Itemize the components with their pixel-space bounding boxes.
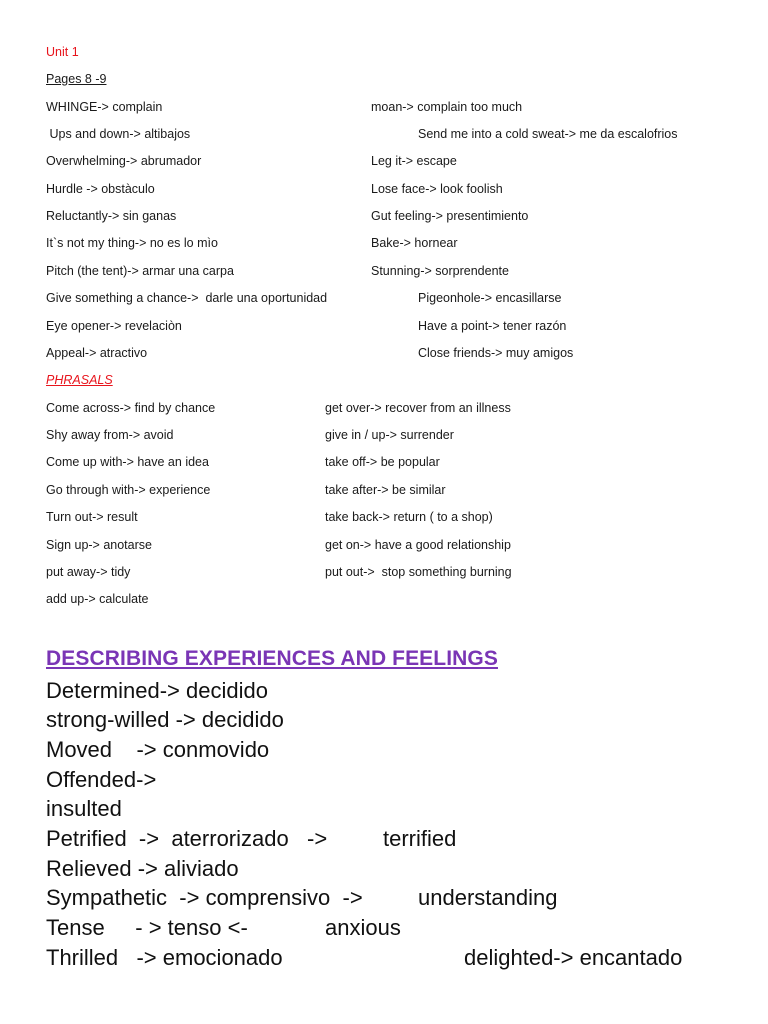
vocab-right-item: Pigeonhole-> encasillarse bbox=[418, 291, 562, 305]
phrasal-right-item: give in / up-> surrender bbox=[325, 428, 454, 442]
phrasal-right-item: put out-> stop something burning bbox=[325, 565, 512, 579]
feeling-line-synonym: anxious bbox=[325, 915, 401, 940]
vocab-left-item: Appeal-> atractivo bbox=[46, 346, 148, 360]
phrasal-left-item: Come up with-> have an idea bbox=[46, 455, 209, 469]
vocab-left-item: Hurdle -> obstàculo bbox=[46, 182, 155, 196]
feeling-line: Offended-> bbox=[46, 767, 157, 792]
feeling-line: Determined-> decidido bbox=[46, 678, 268, 703]
feeling-line: Moved -> conmovido bbox=[46, 737, 270, 762]
phrasal-left-item: Go through with-> experience bbox=[46, 483, 211, 497]
vocab-right-item: Gut feeling-> presentimiento bbox=[371, 209, 529, 223]
feeling-line: Sympathetic -> comprensivo -> bbox=[46, 885, 363, 910]
phrasal-right-item: take after-> be similar bbox=[325, 483, 446, 497]
vocab-right-item: Leg it-> escape bbox=[371, 154, 457, 168]
phrasal-right-item: take back-> return ( to a shop) bbox=[325, 510, 493, 524]
feeling-line: Petrified -> aterrorizado -> bbox=[46, 826, 328, 851]
vocab-right-item: Have a point-> tener razón bbox=[418, 319, 567, 333]
feeling-line: Tense - > tenso <- bbox=[46, 915, 248, 940]
feeling-line: Relieved -> aliviado bbox=[46, 856, 239, 881]
phrasal-left-item: put away-> tidy bbox=[46, 565, 131, 579]
feeling-line-synonym: delighted-> encantado bbox=[464, 945, 683, 970]
phrasal-right-item: take off-> be popular bbox=[325, 455, 440, 469]
vocab-left-item: WHINGE-> complain bbox=[46, 100, 163, 114]
phrasal-left-item: Sign up-> anotarse bbox=[46, 538, 152, 552]
vocab-left-item: Pitch (the tent)-> armar una carpa bbox=[46, 264, 234, 278]
phrasals-heading: PHRASALS bbox=[46, 373, 113, 387]
vocab-right-item: Bake-> hornear bbox=[371, 236, 458, 250]
vocab-right-item: Lose face-> look foolish bbox=[371, 182, 503, 196]
phrasal-right-item: get over-> recover from an illness bbox=[325, 401, 511, 415]
feeling-line: insulted bbox=[46, 796, 122, 821]
feeling-line-synonym: terrified bbox=[383, 826, 457, 851]
vocab-left-item: It`s not my thing-> no es lo mìo bbox=[46, 236, 218, 250]
phrasal-left-item: add up-> calculate bbox=[46, 592, 149, 606]
vocab-right-item: Close friends-> muy amigos bbox=[418, 346, 574, 360]
unit-title: Unit 1 bbox=[46, 45, 79, 59]
vocab-left-item: Give something a chance-> darle una oportunidad bbox=[46, 291, 328, 305]
vocab-right-item: Send me into a cold sweat-> me da escalofrios bbox=[418, 127, 678, 141]
vocab-right-item: Stunning-> sorprendente bbox=[371, 264, 509, 278]
vocab-left-item: Ups and down-> altibajos bbox=[46, 127, 191, 141]
vocab-left-item: Eye opener-> revelaciòn bbox=[46, 319, 182, 333]
vocab-left-item: Reluctantly-> sin ganas bbox=[46, 209, 177, 223]
feeling-line: Thrilled -> emocionado bbox=[46, 945, 283, 970]
feeling-line: strong-willed -> decidido bbox=[46, 707, 284, 732]
phrasal-left-item: Shy away from-> avoid bbox=[46, 428, 174, 442]
vocab-left-item: Overwhelming-> abrumador bbox=[46, 154, 202, 168]
vocab-right-item: moan-> complain too much bbox=[371, 100, 523, 114]
feelings-heading: DESCRIBING EXPERIENCES AND FEELINGS bbox=[46, 647, 498, 670]
phrasal-right-item: get on-> have a good relationship bbox=[325, 538, 511, 552]
feeling-line-synonym: understanding bbox=[418, 885, 558, 910]
pages-label: Pages 8 -9 bbox=[46, 72, 107, 86]
phrasal-left-item: Turn out-> result bbox=[46, 510, 138, 524]
phrasal-left-item: Come across-> find by chance bbox=[46, 401, 216, 415]
